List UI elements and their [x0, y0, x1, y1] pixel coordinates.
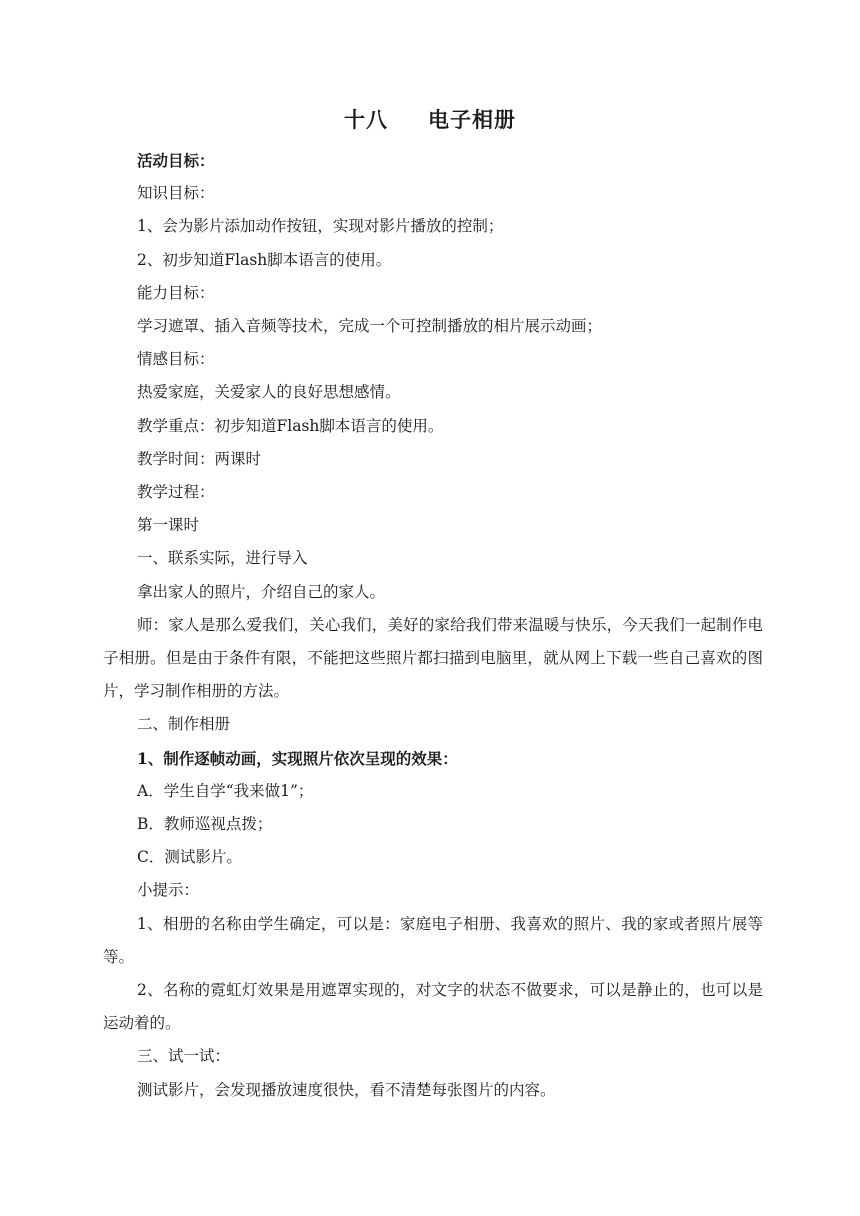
page-title: [0, 104, 860, 134]
subheading-emotion-goals: 情感目标：: [137, 350, 215, 369]
tip-paragraph-1: 1、相册的名称由学生确定，可以是：家庭电子相册、我喜欢的照片、我的家或者照片展等等。: [103, 914, 763, 966]
tip-paragraph-2: 2、名称的霓虹灯效果是用遮罩实现的，对文字的状态不做要求，可以是静止的，也可以是运动着的。: [103, 981, 763, 1033]
knowledge-goal-2: 2、初步知道Flash脚本语言的使用。: [137, 250, 392, 269]
task-item-b: B．教师巡视点拨；: [137, 815, 273, 834]
first-lesson-heading: 第一课时: [137, 516, 200, 535]
title-number: 十八: [344, 108, 388, 132]
knowledge-goal-1: 1、会为影片添加动作按钮，实现对影片播放的控制；: [137, 217, 504, 236]
step-three-text: 测试影片，会发现播放速度很快，看不清楚每张图片的内容。: [137, 1080, 556, 1099]
document-body: [103, 144, 763, 1107]
emotion-goal-text: 热爱家庭，关爱家人的良好思想感情。: [137, 383, 401, 402]
task-item-c: C．测试影片。: [137, 848, 242, 867]
subheading-ability-goals: 能力目标：: [137, 283, 215, 302]
step-one-heading: 一、联系实际，进行导入: [137, 549, 308, 568]
teaching-focus: 教学重点：初步知道Flash脚本语言的使用。: [137, 416, 444, 435]
step-three-heading: 三、试一试：: [137, 1047, 231, 1066]
task-item-a: A．学生自学“我来做1”；: [137, 781, 314, 800]
tips-heading: 小提示：: [137, 881, 200, 900]
section-heading-activity-goals: 活动目标：: [137, 151, 215, 170]
task-one-heading: 1、制作逐帧动画，实现照片依次呈现的效果：: [137, 748, 458, 768]
teaching-process-heading: 教学过程：: [137, 483, 215, 502]
step-one-text: 拿出家人的照片，介绍自己的家人。: [137, 582, 386, 601]
teacher-paragraph: 师：家人是那么爱我们，关心我们，美好的家给我们带来温暖与快乐，今天我们一起制作电子相册。但是由于条件有限，不能把这些照片都扫描到电脑里，就从网上下载一些自己喜欢的图片，学习制作相册的方法。: [103, 615, 763, 701]
teaching-time: 教学时间：两课时: [137, 449, 262, 468]
ability-goal-text: 学习遮罩、插入音频等技术，完成一个可控制播放的相片展示动画；: [137, 317, 603, 336]
step-two-heading: 二、制作相册: [137, 715, 231, 734]
title-text: 电子相册: [428, 108, 516, 132]
subheading-knowledge-goals: 知识目标：: [137, 184, 215, 203]
